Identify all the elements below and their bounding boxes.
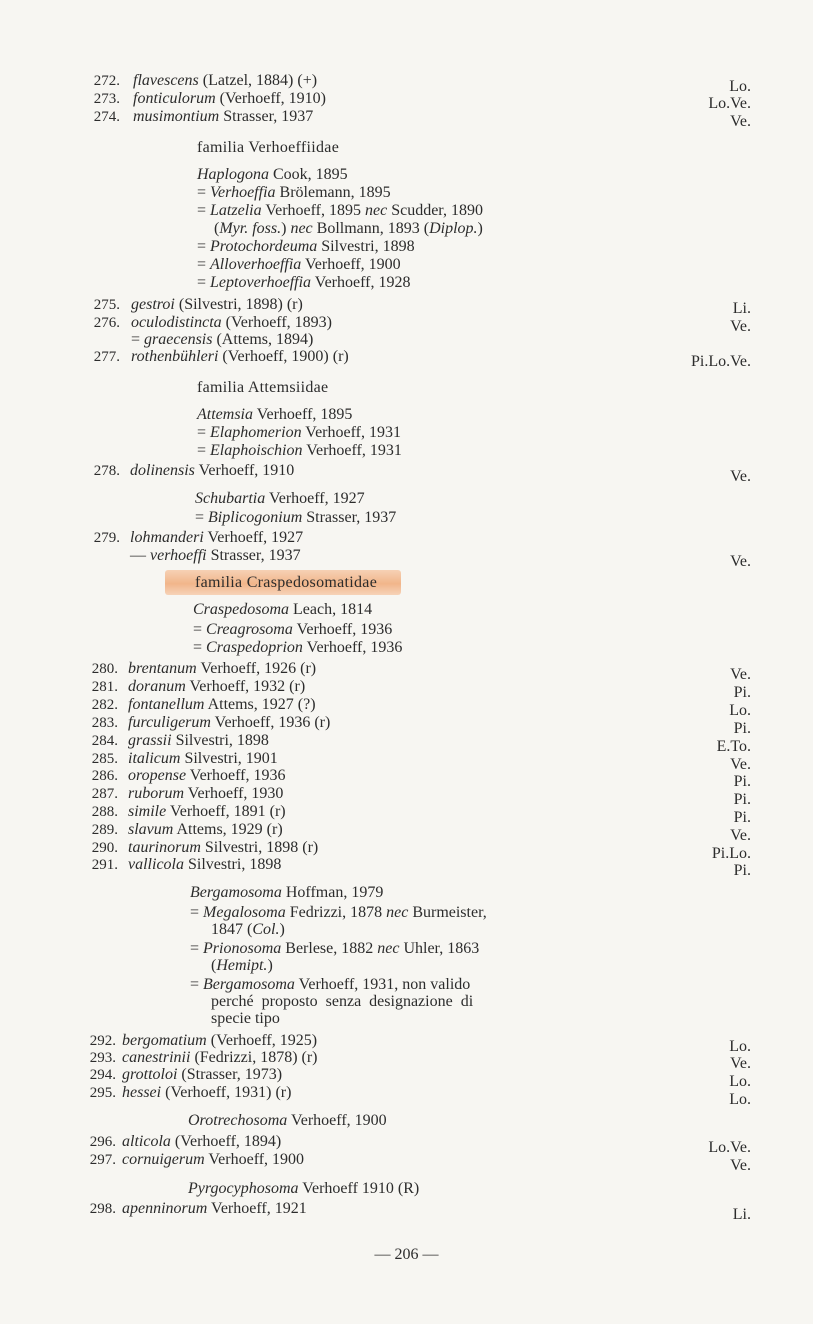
genus-heading: Haplogona Cook, 1895 (197, 166, 348, 183)
species-entry: lohmanderi Verhoeff, 1927 (130, 529, 304, 546)
species-entry: brentanum Verhoeff, 1926 (r) (128, 660, 317, 677)
synonym-line: (Myr. foss.) nec Bollmann, 1893 (Diplop.) (214, 220, 483, 237)
region-code: Ve. (730, 666, 751, 683)
entry-number: 280. (91, 661, 118, 677)
entry-number: 279. (93, 530, 120, 546)
synonym-line: = Prionosoma Berlese, 1882 nec Uhler, 1863 (190, 940, 480, 957)
species-entry: doranum Verhoeff, 1932 (r) (128, 678, 306, 695)
entry-number: 274. (93, 109, 120, 125)
region-code: Pi.Lo.Ve. (691, 353, 751, 370)
genus-heading: Pyrgocyphosoma Verhoeff 1910 (R) (188, 1180, 420, 1197)
entry-number: 276. (93, 315, 120, 331)
entry-number: 296. (89, 1134, 116, 1150)
entry-number: 286. (91, 768, 118, 784)
entry-number: 291. (91, 857, 118, 873)
page-number: — 206 — (374, 1246, 439, 1263)
family-heading-highlighted (195, 574, 401, 592)
entry-number: 292. (89, 1033, 116, 1049)
family-heading: familia Attemsiidae (197, 379, 329, 396)
entry-number: 281. (91, 679, 118, 695)
species-entry: dolinensis Verhoeff, 1910 (130, 462, 295, 479)
region-code: Li. (732, 1206, 751, 1223)
genus-heading: Schubartia Verhoeff, 1927 (195, 490, 365, 507)
synonym-line: = Creagrosoma Verhoeff, 1936 (193, 621, 393, 638)
species-entry: cornuigerum Verhoeff, 1900 (122, 1151, 305, 1168)
region-code: Ve. (730, 318, 751, 335)
species-entry: fonticulorum (Verhoeff, 1910) (133, 90, 327, 107)
synonym-line: = Alloverhoeffia Verhoeff, 1900 (197, 256, 401, 273)
synonym-line: = Biplicogonium Strasser, 1937 (195, 509, 397, 526)
region-code: Pi. (733, 773, 751, 790)
synonym-line: = graecensis (Attems, 1894) (131, 331, 314, 348)
genus-heading: Attemsia Verhoeff, 1895 (197, 406, 353, 423)
species-entry: oculodistincta (Verhoeff, 1893) (131, 314, 332, 331)
family-heading: familia Verhoeffiidae (197, 139, 340, 156)
highlighter-mark: familia Craspedosomatidae (165, 570, 401, 595)
species-entry: apenninorum Verhoeff, 1921 (122, 1200, 307, 1217)
region-code: Ve. (730, 553, 751, 570)
entry-number: 285. (91, 751, 118, 767)
genus-heading: Bergamosoma Hoffman, 1979 (190, 884, 384, 901)
entry-number: 294. (89, 1067, 116, 1083)
species-entry: vallicola Silvestri, 1898 (128, 856, 282, 873)
entry-number: 272. (93, 73, 120, 89)
region-code: Pi. (733, 791, 751, 808)
region-code: Pi. (733, 684, 751, 701)
entry-number: 290. (91, 840, 118, 856)
entry-number: 287. (91, 786, 118, 802)
entry-number: 278. (93, 463, 120, 479)
synonym-line: — verhoeffi Strasser, 1937 (130, 547, 301, 564)
entry-number: 288. (91, 804, 118, 820)
entry-number: 282. (91, 697, 118, 713)
region-code: Lo. (729, 78, 751, 95)
entry-number: 295. (89, 1085, 116, 1101)
species-entry: flavescens (Latzel, 1884) (+) (133, 72, 318, 89)
species-entry: gestroi (Silvestri, 1898) (r) (131, 296, 303, 313)
species-entry: musimontium Strasser, 1937 (133, 108, 314, 125)
species-entry: slavum Attems, 1929 (r) (128, 821, 283, 838)
region-code: Lo.Ve. (708, 1139, 751, 1156)
species-entry: simile Verhoeff, 1891 (r) (128, 803, 286, 820)
region-code: Li. (732, 300, 751, 317)
species-entry: hessei (Verhoeff, 1931) (r) (122, 1084, 292, 1101)
region-code: Pi. (733, 720, 751, 737)
genus-heading: Craspedosoma Leach, 1814 (193, 601, 373, 618)
entry-number: 275. (93, 297, 120, 313)
region-code: Ve. (730, 113, 751, 130)
entry-number: 284. (91, 733, 118, 749)
synonym-line: = Elaphomerion Verhoeff, 1931 (197, 424, 401, 441)
region-code: Ve. (730, 827, 751, 844)
entry-number: 277. (93, 349, 120, 365)
entry-number: 283. (91, 715, 118, 731)
synonym-line: = Protochordeuma Silvestri, 1898 (197, 238, 415, 255)
region-code: Ve. (730, 1157, 751, 1174)
species-entry: italicum Silvestri, 1901 (128, 750, 278, 767)
region-code: Ve. (730, 756, 751, 773)
synonym-line: (Hemipt.) (211, 957, 273, 974)
synonym-line: = Leptoverhoeffia Verhoeff, 1928 (197, 274, 411, 291)
region-code: Ve. (730, 1055, 751, 1072)
region-code: E.To. (716, 738, 751, 755)
entry-number: 297. (89, 1152, 116, 1168)
region-code: Pi. (733, 809, 751, 826)
region-code: Lo. (729, 1091, 751, 1108)
species-entry: bergomatium (Verhoeff, 1925) (122, 1032, 318, 1049)
region-code: Ve. (730, 468, 751, 485)
entry-number: 293. (89, 1050, 116, 1066)
synonym-line: = Bergamosoma Verhoeff, 1931, non valido (190, 976, 471, 993)
synonym-line: = Latzelia Verhoeff, 1895 nec Scudder, 1890 (197, 202, 483, 219)
region-code: Lo. (729, 1038, 751, 1055)
species-entry: taurinorum Silvestri, 1898 (r) (128, 839, 319, 856)
synonym-line: = Megalosoma Fedrizzi, 1878 nec Burmeister, (190, 904, 487, 921)
region-code: Lo. (729, 702, 751, 719)
region-code: Lo.Ve. (708, 95, 751, 112)
note-text: perché proposto senza designazione di (211, 993, 474, 1010)
species-entry: canestrinii (Fedrizzi, 1878) (r) (122, 1049, 318, 1066)
species-entry: alticola (Verhoeff, 1894) (122, 1133, 282, 1150)
entry-number: 273. (93, 91, 120, 107)
species-entry: furculigerum Verhoeff, 1936 (r) (128, 714, 331, 731)
synonym-line: 1847 (Col.) (211, 921, 285, 938)
note-text: specie tipo (211, 1010, 280, 1027)
species-entry: grottoloi (Strasser, 1973) (122, 1066, 283, 1083)
entry-number: 289. (91, 822, 118, 838)
synonym-line: = Elaphoischion Verhoeff, 1931 (197, 442, 402, 459)
region-code: Pi.Lo. (711, 845, 751, 862)
region-code: Lo. (729, 1073, 751, 1090)
species-entry: rothenbühleri (Verhoeff, 1900) (r) (131, 348, 349, 365)
species-entry: oropense Verhoeff, 1936 (128, 767, 286, 784)
region-code: Pi. (733, 862, 751, 879)
species-entry: ruborum Verhoeff, 1930 (128, 785, 284, 802)
entry-number: 298. (89, 1201, 116, 1217)
synonym-line: = Craspedoprion Verhoeff, 1936 (193, 639, 403, 656)
species-entry: fontanellum Attems, 1927 (?) (128, 696, 316, 713)
synonym-line: = Verhoeffia Brölemann, 1895 (197, 184, 391, 201)
genus-heading: Orotrechosoma Verhoeff, 1900 (188, 1112, 387, 1129)
species-entry: grassii Silvestri, 1898 (128, 732, 269, 749)
